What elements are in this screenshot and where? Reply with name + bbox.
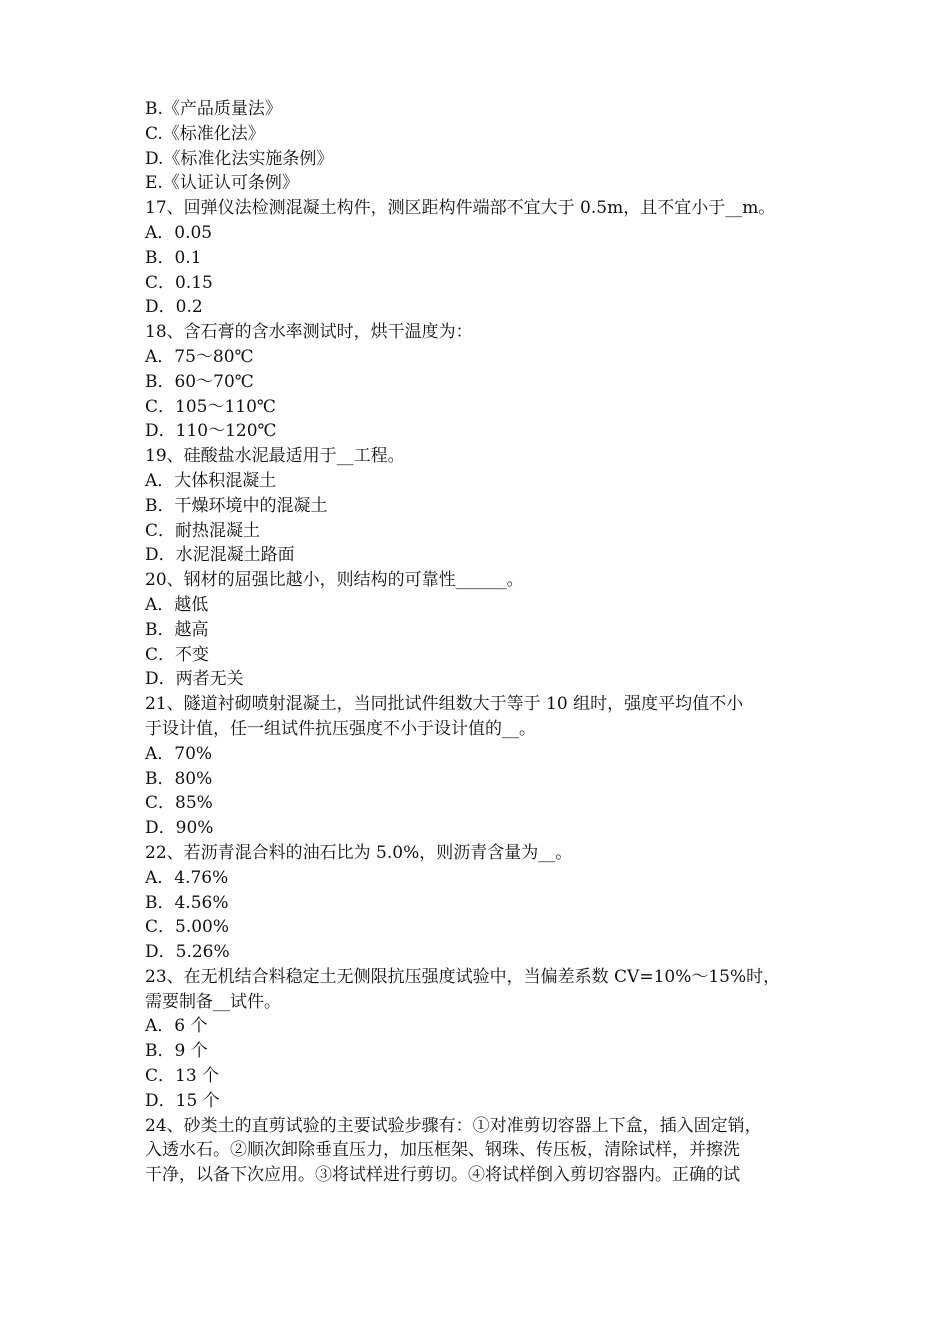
text-line: D．5.26% (145, 942, 230, 963)
text-line: B．干燥环境中的混凝土 (145, 495, 328, 516)
text-line: 入透水石。②顺次卸除垂直压力，加压框架、钢珠、传压板，清除试样，并擦洗 (145, 1140, 740, 1161)
text-line: 于设计值，任一组试件抗压强度不小于设计值的__。 (145, 718, 536, 739)
text-line: 23、在无机结合料稳定土无侧限抗压强度试验中，当偏差系数 CV=10%～15%时， (145, 966, 781, 987)
text-line: 干净，以备下次应用。③将试样进行剪切。④将试样倒入剪切容器内。正确的试 (145, 1165, 740, 1186)
text-line: A．75～80℃ (145, 346, 254, 367)
document-body (145, 97, 825, 1188)
text-line: D．15 个 (145, 1090, 220, 1111)
text-line: A．0.05 (145, 222, 213, 243)
text-line: 22、若沥青混合料的油石比为 5.0%，则沥青含量为__。 (145, 842, 573, 863)
text-line: 17、回弹仪法检测混凝土构件，测区距构件端部不宜大于 0.5m，且不宜小于__m。 (145, 198, 776, 219)
text-line: D．两者无关 (145, 669, 244, 690)
text-line: A．6 个 (145, 1016, 208, 1037)
text-line: E.《认证认可条例》 (145, 173, 299, 194)
text-line: B．80% (145, 768, 213, 789)
text-line: B．4.56% (145, 892, 229, 913)
text-line: 24、砂类土的直剪试验的主要试验步骤有：①对准剪切容器上下盒，插入固定销， (145, 1115, 762, 1136)
text-line: B.《产品质量法》 (145, 99, 282, 119)
text-line: C．13 个 (145, 1066, 220, 1087)
text-line: B．0.1 (145, 247, 202, 268)
text-line: A．大体积混凝土 (145, 470, 277, 491)
text-line: B．60～70℃ (145, 371, 254, 392)
text-line: C．85% (145, 793, 213, 814)
text-line: 20、钢材的屈强比越小，则结构的可靠性______。 (145, 570, 524, 591)
text-line: D.《标准化法实施条例》 (145, 148, 334, 169)
text-line: D．0.2 (145, 297, 203, 318)
text-line: C．不变 (145, 644, 210, 665)
text-line: C．105～110℃ (145, 396, 276, 417)
text-line: C．0.15 (145, 272, 213, 293)
text-line: A．4.76% (145, 867, 229, 888)
text-line: D．90% (145, 818, 214, 839)
text-line: B．9 个 (145, 1041, 208, 1062)
text-line: A．越低 (145, 594, 209, 615)
text-line: 19、硅酸盐水泥最适用于__工程。 (145, 446, 405, 467)
text-line: D．水泥混凝土路面 (145, 545, 295, 566)
text-line: 18、含石膏的含水率测试时，烘干温度为： (145, 322, 473, 343)
text-line: D．110～120℃ (145, 421, 277, 442)
text-line: 21、隧道衬砌喷射混凝土，当同批试件组数大于等于 10 组时，强度平均值不小 (145, 694, 744, 715)
text-line: C．耐热混凝土 (145, 520, 261, 541)
text-line: 需要制备__试件。 (145, 991, 281, 1012)
text-line: A．70% (145, 743, 213, 764)
text-line: B．越高 (145, 619, 209, 640)
text-line: C．5.00% (145, 917, 230, 938)
text-line: C.《标准化法》 (145, 123, 265, 144)
